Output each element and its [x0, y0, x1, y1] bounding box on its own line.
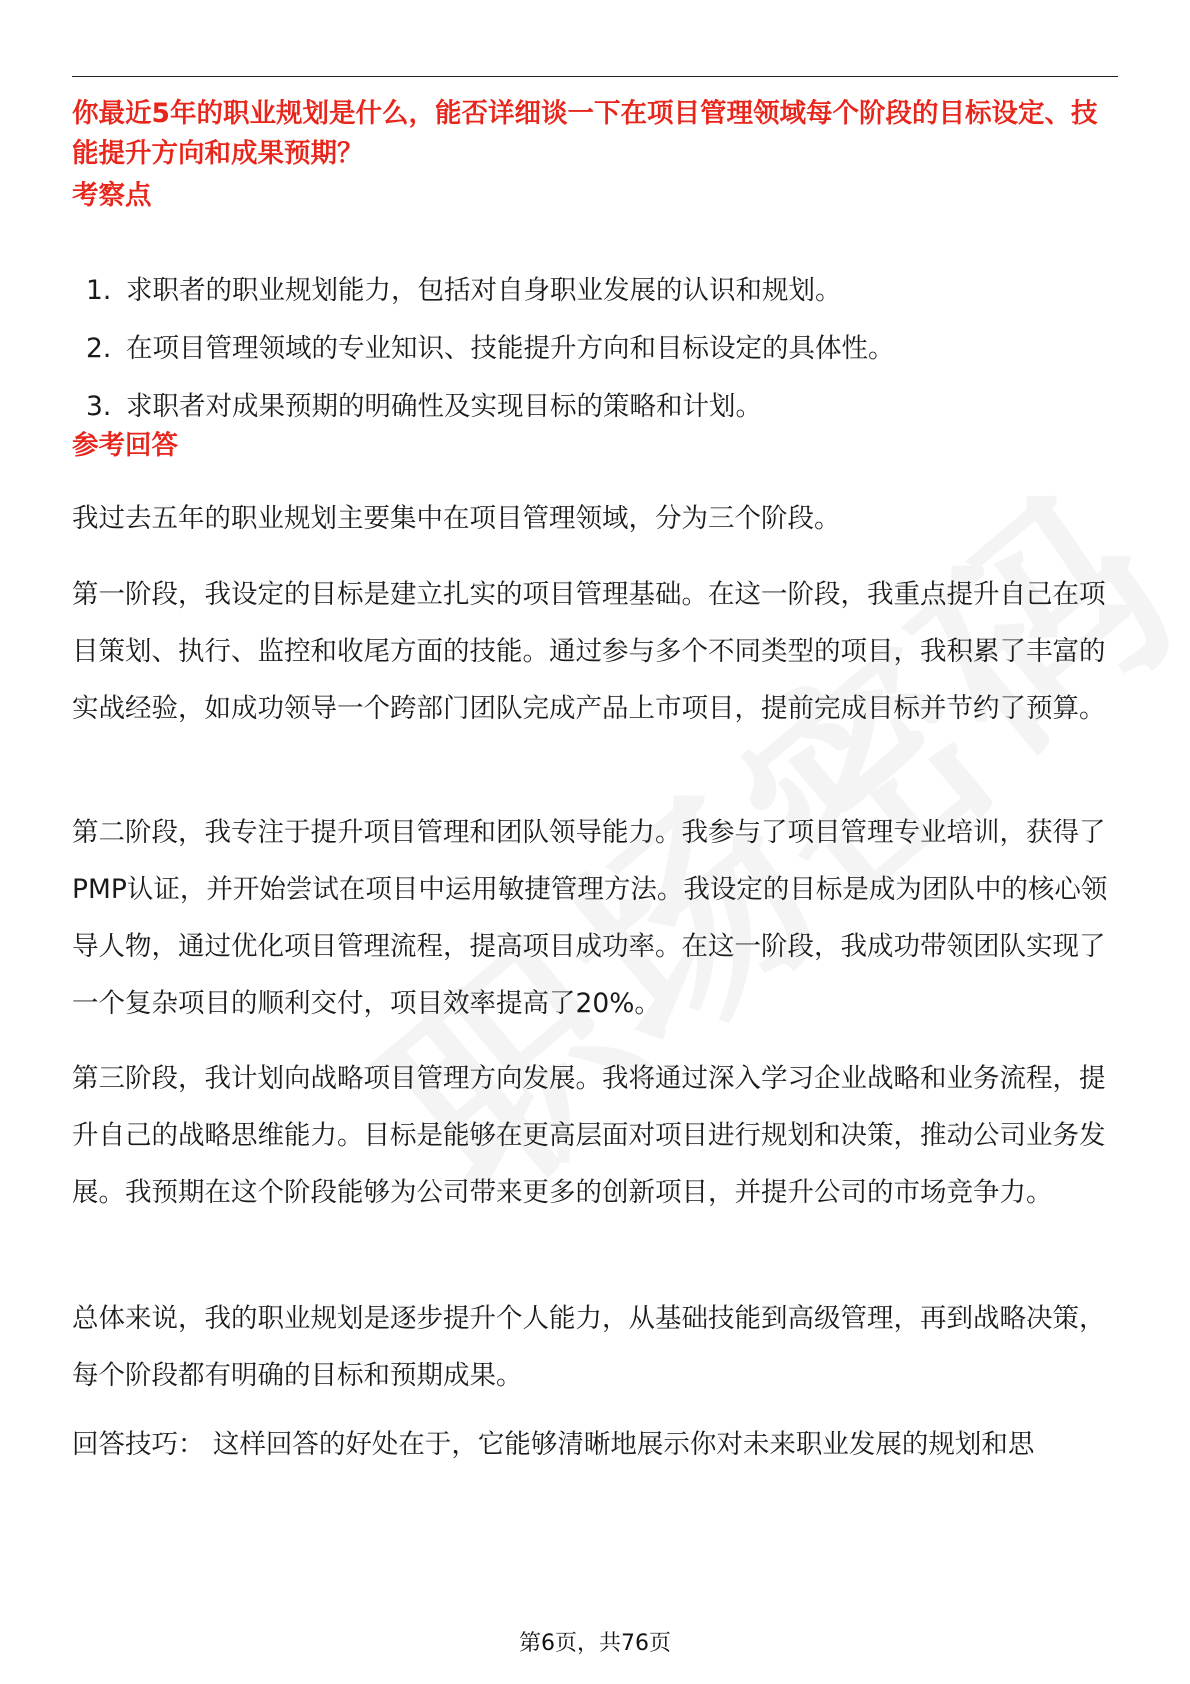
- item-text: 求职者的职业规划能力，包括对自身职业发展的认识和规划。: [126, 275, 842, 306]
- points-title: 考察点: [72, 180, 152, 211]
- points-list: [86, 262, 1116, 436]
- item-number: 3.: [86, 391, 112, 422]
- paragraph-stage-2: 第二阶段，我专注于提升项目管理和团队领导能力。我参与了项目管理专业培训，获得了PMP认证，并开始尝试在项目中运用敏捷管理方法。我设定的目标是成为团队中的核心领导人物，通过优化项目管理流程，提高项目成功率。在这一阶段，我成功带领团队实现了一个复杂项目的顺利交付，项目效率提高了20%。: [72, 817, 1108, 1019]
- paragraph-tips: 回答技巧： 这样回答的好处在于，它能够清晰地展示你对未来职业发展的规划和思: [72, 1429, 1035, 1460]
- item-text: 在项目管理领域的专业知识、技能提升方向和目标设定的具体性。: [126, 333, 895, 364]
- paragraph-summary: 总体来说，我的职业规划是逐步提升个人能力，从基础技能到高级管理，再到战略决策，每个阶段都有明确的目标和预期成果。: [72, 1303, 1106, 1391]
- list-item: [86, 320, 1116, 378]
- paragraph-stage-3: 第三阶段，我计划向战略项目管理方向发展。我将通过深入学习企业战略和业务流程，提升自己的战略思维能力。目标是能够在更高层面对项目进行规划和决策，推动公司业务发展。我预期在这个阶段能够为公司带来更多的创新项目，并提升公司的市场竞争力。: [72, 1063, 1106, 1208]
- item-number: 1.: [86, 275, 112, 306]
- page-number: 第6页，共76页: [519, 1631, 671, 1656]
- item-text: 求职者对成果预期的明确性及实现目标的策略和计划。: [126, 391, 762, 422]
- paragraph-stage-1: 第一阶段，我设定的目标是建立扎实的项目管理基础。在这一阶段，我重点提升自己在项目策划、执行、监控和收尾方面的技能。通过参与多个不同类型的项目，我积累了丰富的实战经验，如成功领导一个跨部门团队完成产品上市项目，提前完成目标并节约了预算。: [72, 579, 1106, 724]
- list-item: [86, 262, 1116, 320]
- item-number: 2.: [86, 333, 112, 364]
- paragraph-intro: 我过去五年的职业规划主要集中在项目管理领域，分为三个阶段。: [72, 503, 841, 534]
- question-heading: 你最近5年的职业规划是什么，能否详细谈一下在项目管理领域每个阶段的目标设定、技能提升方向和成果预期？: [72, 98, 1098, 169]
- answer-title: 参考回答: [72, 430, 178, 461]
- list-item: [86, 378, 1116, 436]
- top-divider: [72, 76, 1118, 77]
